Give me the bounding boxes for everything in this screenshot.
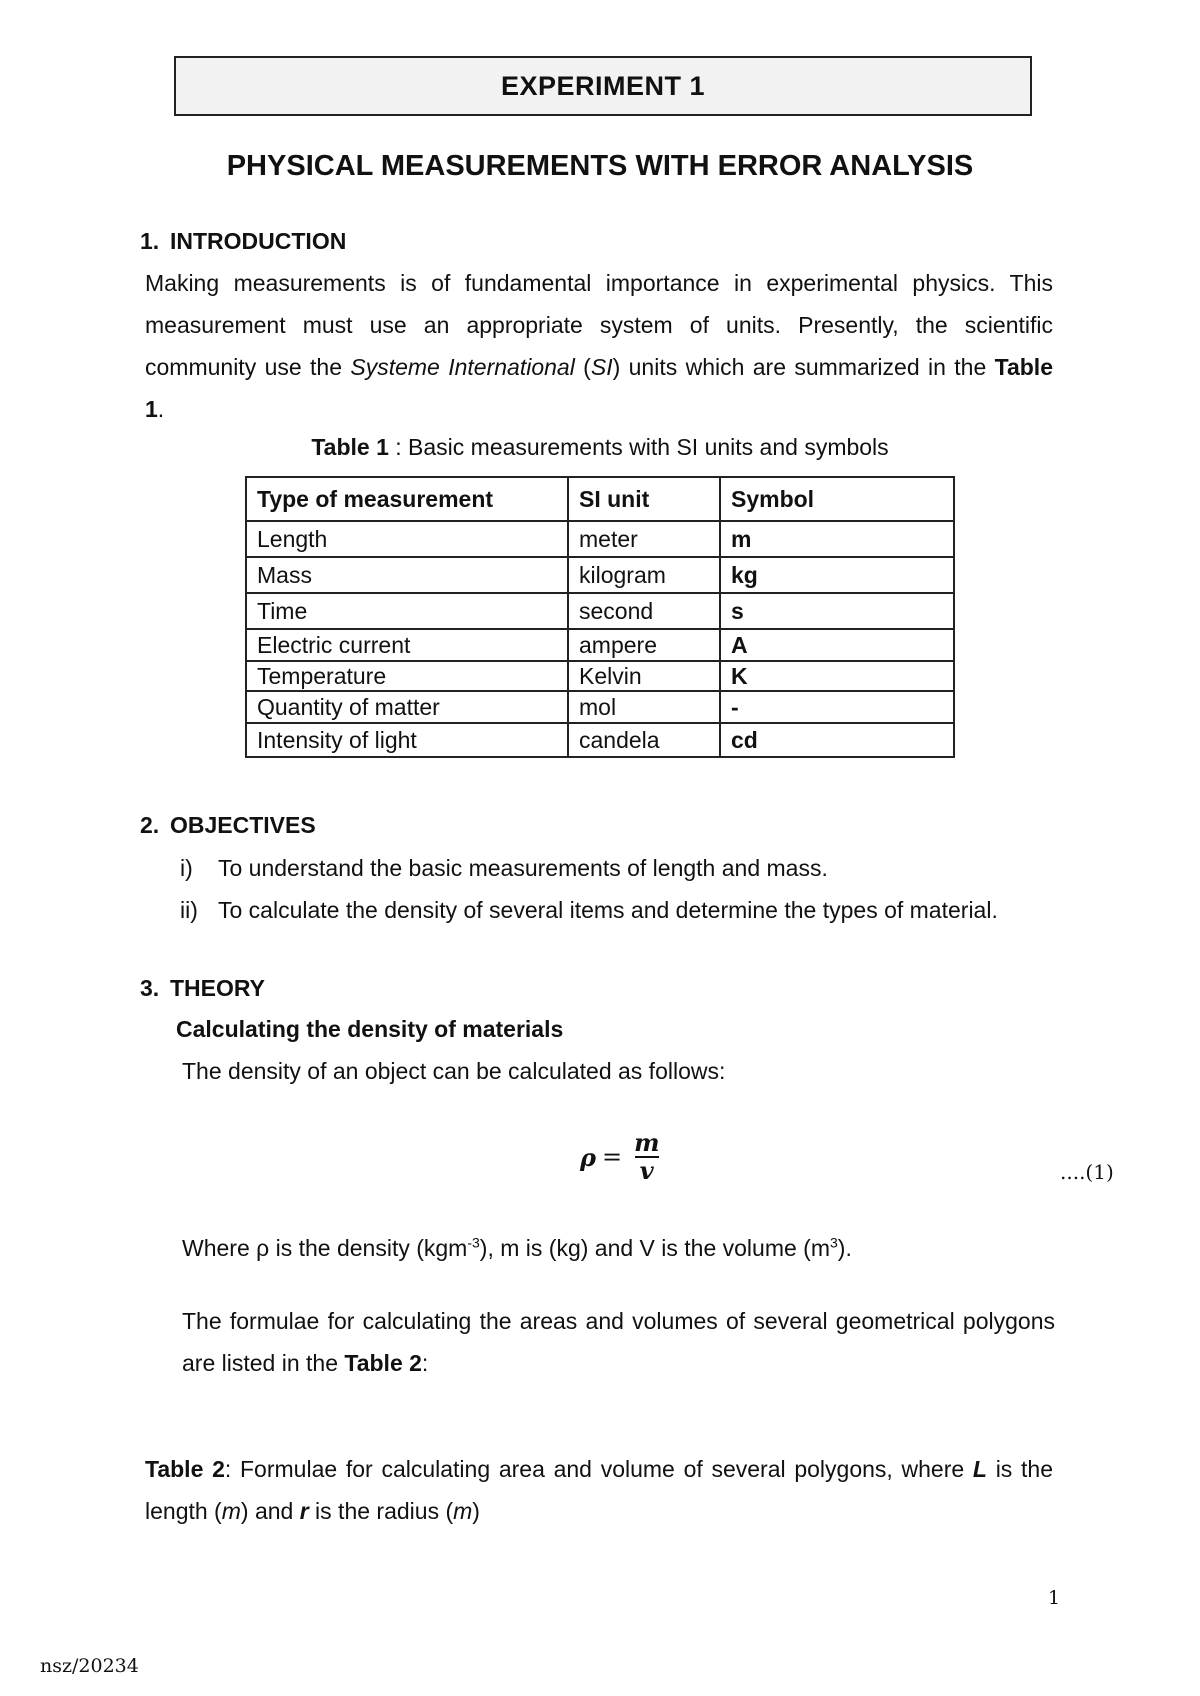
introduction-paragraph: Making measurements is of fundamental importance in experimental physics. This measurement must use an appropriate system of units. Presently, the scientific community use the Systeme International (SI) units which are summarized in the Table 1. [145,270,1053,422]
cell-symbol: A [720,629,954,661]
cell-type: Electric current [246,629,568,661]
document-title: PHYSICAL MEASUREMENTS WITH ERROR ANALYSIS [226,150,974,182]
header-si-unit: SI unit [568,477,720,521]
theory-subheading: Calculating the density of materials [176,1016,564,1042]
table-header-row [246,477,954,521]
table-row [246,661,954,691]
where-line: Where ρ is the density (kgm$^{-3}$), m is (kg) and V is the volume $(m^3)$. [182,1234,852,1261]
table-row [246,593,954,629]
objective-item: ii) To calculate the density of several items and determine the types of material. [180,897,998,923]
cell-symbol: K [720,661,954,691]
cell-unit: kilogram [568,557,720,593]
table-row [246,723,954,757]
units-table [245,476,955,758]
cell-symbol: m [720,521,954,557]
cell-unit: meter [568,521,720,557]
cell-type: Quantity of matter [246,691,568,723]
cell-symbol: kg [720,557,954,593]
formulae-paragraph: The formulae for calculating the areas and volumes of several geometrical polygons are listed in the Table 2: [182,1308,1055,1376]
cell-unit: mol [568,691,720,723]
cell-unit: Kelvin [568,661,720,691]
objectives-heading: 2. OBJECTIVES [140,812,316,838]
table-row [246,629,954,661]
table1-caption: Table 1 : Basic measurements with SI units and symbols [311,434,889,460]
theory-intro: The density of an object can be calculated as follows: [182,1058,726,1084]
cell-type: Temperature [246,661,568,691]
cell-unit: candela [568,723,720,757]
cell-type: Length [246,521,568,557]
table2-caption: Table 2: Formulae for calculating area and volume of several polygons, where L is the length (m) and r is the radius (m) [145,1456,1054,1524]
header-symbol: Symbol [720,477,954,521]
footer-code: nsz/20234 [40,1655,139,1677]
experiment-label: EXPERIMENT 1 [500,70,706,101]
table-row [246,521,954,557]
table-row [246,557,954,593]
experiment-title-box [174,56,1032,116]
cell-symbol: - [720,691,954,723]
table-row [246,691,954,723]
objective-item: i) To understand the basic measurements of length and mass. [180,855,828,881]
cell-type: Time [246,593,568,629]
header-type: Type of measurement [246,477,568,521]
cell-type: Intensity of light [246,723,568,757]
equation-number: ....(1) [1060,1160,1114,1184]
cell-unit: second [568,593,720,629]
density-equation: ρ = $\frac{m}{v}$ [580,1128,660,1185]
cell-symbol: s [720,593,954,629]
cell-unit: ampere [568,629,720,661]
fraction: $\frac{m}{v}$ [634,1128,660,1185]
theory-heading: 3. THEORY [140,975,265,1001]
cell-type: Mass [246,557,568,593]
page-number: 1 [1048,1587,1061,1609]
cell-symbol: cd [720,723,954,757]
introduction-heading: 1. INTRODUCTION [140,228,347,254]
